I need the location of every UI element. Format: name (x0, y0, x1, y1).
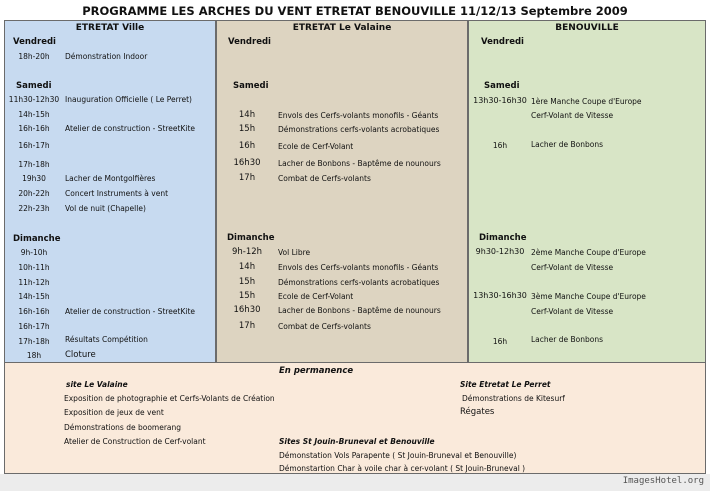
time-label: 16h30 (233, 305, 261, 315)
event-label: 1ère Manche Coupe d'Europe (531, 97, 642, 106)
event-label: Inauguration Officielle ( Le Perret) (65, 95, 192, 104)
time-label: 17h-18h (18, 337, 50, 346)
time-label: 17h (238, 173, 256, 183)
time-label: 16h30 (233, 158, 261, 168)
activity-label: Régates (460, 407, 495, 417)
activity-label: Démonstrations de boomerang (64, 423, 182, 432)
time-label: 10h-11h (18, 263, 50, 272)
activity-label: Exposition de jeux de vent (64, 408, 164, 417)
time-label: 11h-12h (18, 278, 50, 287)
column-header: ETRETAT Le Valaine (292, 23, 392, 33)
watermark[interactable]: ImagesHotel.org (622, 476, 704, 486)
day-label: Vendredi (13, 37, 56, 47)
event-label: Lacher de Bonbons (531, 335, 603, 344)
time-label: 20h-22h (18, 189, 50, 198)
activity-label: Atelier de Construction de Cerf-volant (64, 437, 206, 446)
time-label: 9h-10h (20, 248, 48, 257)
event-label: Lacher de Bonbons (531, 140, 603, 149)
event-label: Lacher de Bonbons - Baptême de nounours (278, 159, 441, 168)
time-label: 14h (238, 110, 256, 120)
activity-label: Exposition de photographie et Cerfs-Volants de Création (64, 394, 275, 403)
time-label: 16h-17h (18, 322, 50, 331)
event-label: 3ème Manche Coupe d'Europe (531, 292, 646, 301)
time-label: 15h (238, 277, 256, 287)
event-label: Démonstrations cerfs-volants acrobatiques (278, 125, 440, 134)
day-label: Samedi (16, 81, 52, 91)
time-label: 14h (238, 262, 256, 272)
time-label: 15h (238, 291, 256, 301)
time-label: 16h (492, 337, 508, 346)
site-title: Sites St Jouin-Bruneval et Benouville (279, 437, 435, 446)
time-label: 16h-16h (18, 307, 50, 316)
time-label: 17h (238, 321, 256, 331)
permanence-panel (4, 362, 706, 474)
time-label: 14h-15h (18, 110, 50, 119)
event-label: Cerf-Volant de Vitesse (531, 111, 614, 120)
event-label: Combat de Cerfs-volants (278, 174, 371, 183)
column-header: BENOUVILLE (555, 23, 619, 33)
etretat-ville-column (4, 20, 216, 363)
time-label: 16h (492, 141, 508, 150)
event-label: Vol de nuit (Chapelle) (65, 204, 146, 213)
day-label: Samedi (484, 81, 520, 91)
time-label: 13h30-16h30 (473, 291, 527, 300)
day-label: Dimanche (227, 233, 275, 243)
etretat-valaine-column (216, 20, 468, 363)
event-label: Cerf-Volant de Vitesse (531, 263, 614, 272)
activity-label: Démonstation Vols Parapente ( St Jouin-Bruneval et Benouville) (279, 451, 517, 460)
site-title: Site Etretat Le Perret (460, 380, 551, 389)
column-header: ETRETAT Ville (75, 23, 145, 33)
site-title: site Le Valaine (66, 380, 128, 389)
event-label: Concert Instruments à vent (65, 189, 169, 198)
activity-label: Démonstartion Char à voile char à cer-volant ( St Jouin-Bruneval ) (279, 464, 526, 473)
activity-label: Démonstrations de Kitesurf (462, 394, 565, 403)
event-label: Cloture (65, 350, 96, 360)
time-label: 16h-16h (18, 124, 50, 133)
event-label: Vol Libre (278, 248, 311, 257)
permanence-header: En permanence (279, 366, 354, 376)
time-label: 14h-15h (18, 292, 50, 301)
event-label: Résultats Compétition (65, 335, 148, 344)
event-label: Combat de Cerfs-volants (278, 322, 371, 331)
day-label: Dimanche (479, 233, 527, 243)
time-label: 16h-17h (18, 141, 50, 150)
event-label: Cerf-Volant de Vitesse (531, 307, 614, 316)
time-label: 9h-12h (231, 247, 263, 257)
event-label: Démonstrations cerfs-volants acrobatiques (278, 278, 440, 287)
time-label: 13h30-16h30 (473, 96, 527, 105)
day-label: Vendredi (481, 37, 524, 47)
event-label: Lacher de Bonbons - Baptême de nounours (278, 306, 441, 315)
time-label: 16h (238, 141, 256, 151)
event-label: Envols des Cerfs-volants monofils - Géants (278, 263, 439, 272)
event-label: Lacher de Montgolfières (65, 174, 156, 183)
event-label: Ecole de Cerf-Volant (278, 142, 354, 151)
event-label: Atelier de construction - StreetKite (65, 307, 196, 316)
page-title: PROGRAMME LES ARCHES DU VENT ETRETAT BENOUVILLE 11/12/13 Septembre 2009 (82, 4, 628, 18)
event-label: Ecole de Cerf-Volant (278, 292, 354, 301)
footer-bar (0, 474, 710, 491)
event-label: Démonstration Indoor (65, 52, 148, 61)
time-label: 19h30 (22, 174, 46, 183)
day-label: Vendredi (228, 37, 271, 47)
event-label: Envols des Cerfs-volants monofils - Géants (278, 111, 439, 120)
event-label: Atelier de construction - StreetKite (65, 124, 196, 133)
day-label: Dimanche (13, 234, 61, 244)
time-label: 18h-20h (18, 52, 50, 61)
time-label: 22h-23h (18, 204, 50, 213)
event-label: 2ème Manche Coupe d'Europe (531, 248, 646, 257)
time-label: 15h (238, 124, 256, 134)
time-label: 11h30-12h30 (8, 95, 60, 104)
time-label: 9h30-12h30 (475, 247, 525, 256)
time-label: 17h-18h (18, 160, 50, 169)
benouville-column (468, 20, 706, 363)
time-label: 18h (26, 351, 42, 360)
day-label: Samedi (233, 81, 269, 91)
